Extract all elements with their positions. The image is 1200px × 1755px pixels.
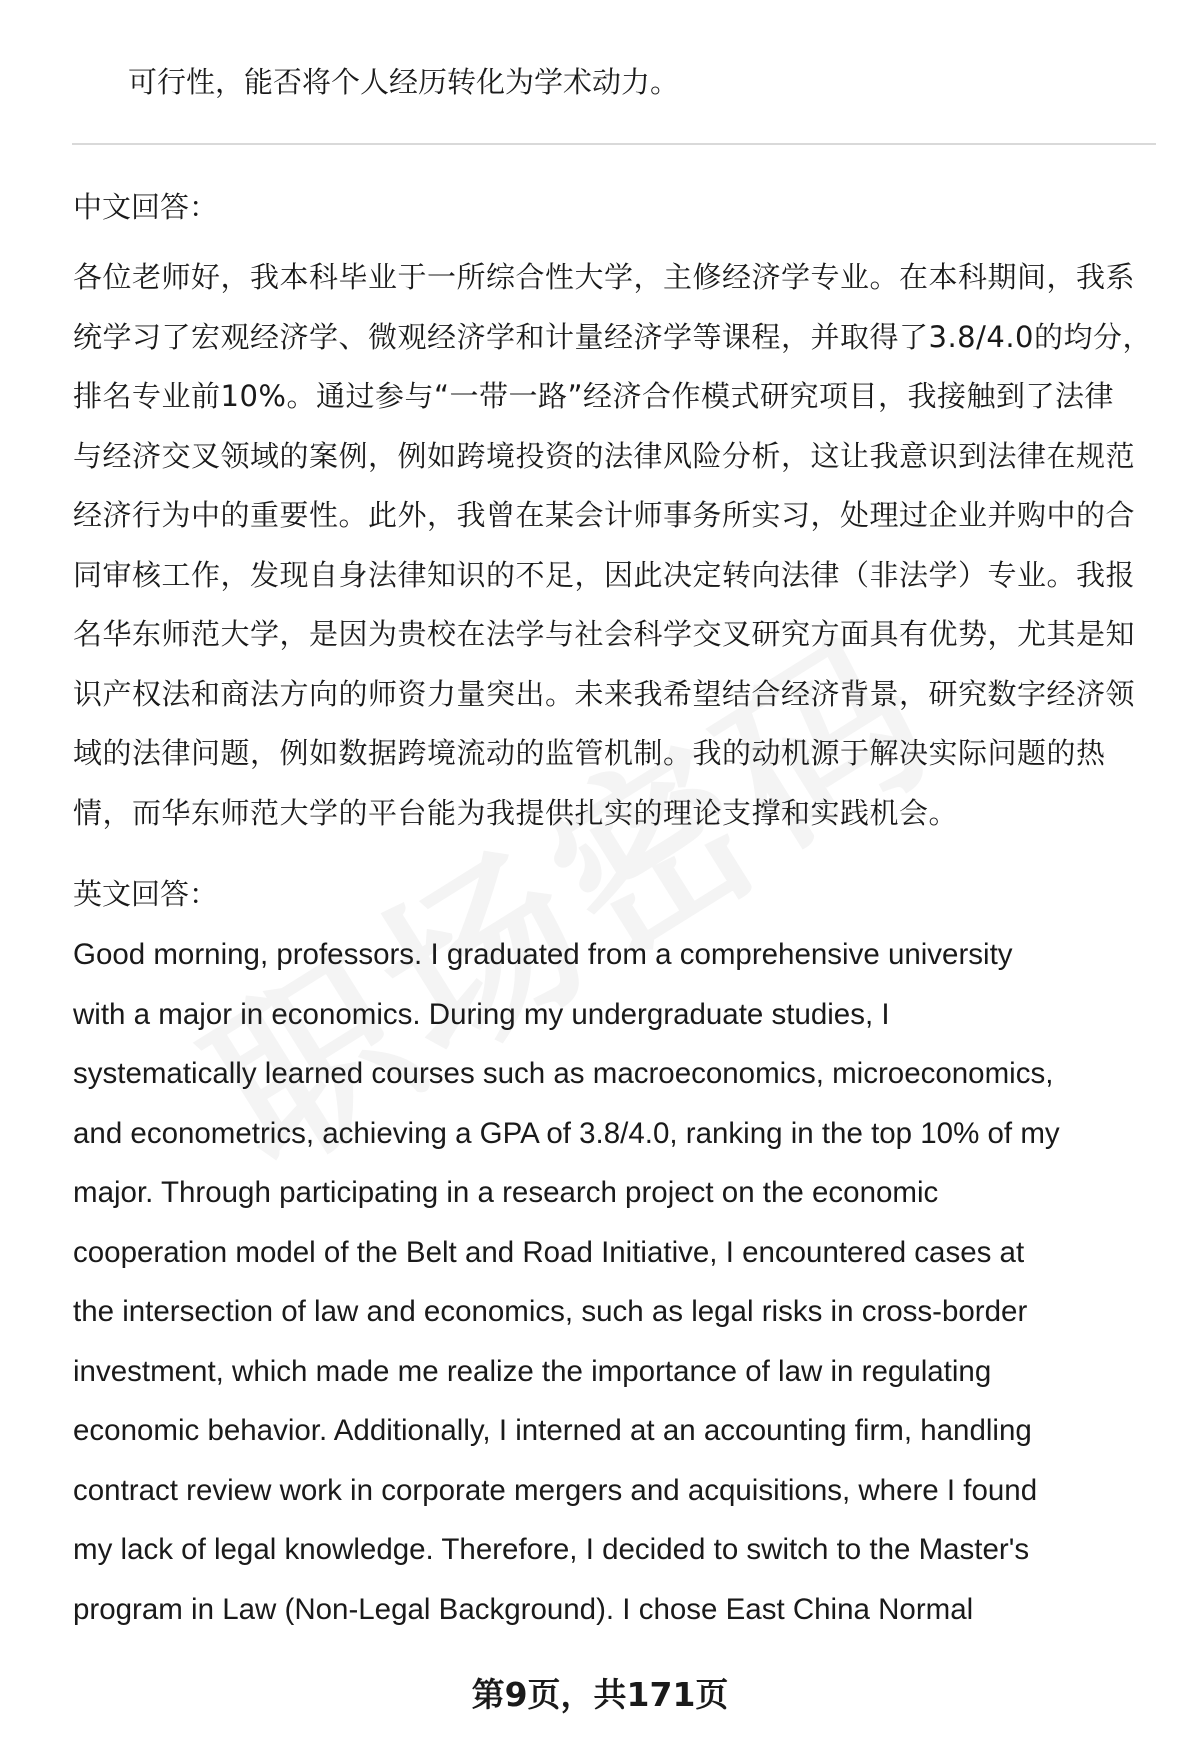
english-answer-line: systematically learned courses such as macroeconomics, microeconomics, — [73, 1057, 1054, 1090]
chinese-answer-line: 域的法律问题，例如数据跨境流动的监管机制。我的动机源于解决实际问题的热 — [73, 736, 1106, 770]
english-answer-line: program in Law (Non-Legal Background). I chose East China Normal — [73, 1592, 974, 1626]
chinese-answer-body — [73, 248, 1161, 843]
chinese-answer-line: 各位老师好，我本科毕业于一所综合性大学，主修经济学专业。在本科期间，我系 — [73, 260, 1136, 294]
english-answer-body — [73, 925, 1161, 1639]
english-answer-line: and econometrics, achieving a GPA of 3.8/4.0, ranking in the top 10% of my — [73, 1116, 1060, 1150]
chinese-answer-line: 经济行为中的重要性。此外，我曾在某会计师事务所实习，处理过企业并购中的合 — [73, 498, 1136, 532]
continuation-line: 可行性，能否将个人经历转化为学术动力。 — [128, 65, 680, 99]
chinese-answer-line: 识产权法和商法方向的师资力量突出。未来我希望结合经济背景，研究数字经济领 — [73, 676, 1136, 711]
chinese-answer-line: 名华东师范大学，是因为贵校在法学与社会科学交叉研究方面具有优势，尤其是知 — [73, 617, 1136, 651]
english-answer-line: contract review work in corporate mergers and acquisitions, where I found — [73, 1473, 1038, 1507]
english-answer-line: economic behavior. Additionally, I interned at an accounting firm, handling — [73, 1414, 1032, 1447]
chinese-answer-line: 同审核工作，发现自身法律知识的不足，因此决定转向法律（非法学）专业。我报 — [73, 557, 1136, 592]
english-answer-label: 英文回答： — [73, 877, 219, 911]
english-answer-line: cooperation model of the Belt and Road Initiative, I encountered cases at — [73, 1235, 1025, 1269]
section-divider — [72, 143, 1156, 145]
english-answer-line: major. Through participating in a research project on the economic — [73, 1176, 939, 1209]
chinese-answer-line: 与经济交叉领域的案例，例如跨境投资的法律风险分析，这让我意识到法律在规范 — [73, 438, 1136, 473]
english-answer-line: my lack of legal knowledge. Therefore, I decided to switch to the Master's — [73, 1533, 1030, 1566]
english-answer-line: the intersection of law and economics, such as legal risks in cross-border — [73, 1295, 1028, 1328]
chinese-answer-line: 排名专业前10%。通过参与“一带一路”经济合作模式研究项目，我接触到了法律 — [73, 379, 1115, 413]
chinese-answer-label: 中文回答： — [73, 190, 219, 224]
chinese-answer-line: 情，而华东师范大学的平台能为我提供扎实的理论支撑和实践机会。 — [73, 795, 959, 830]
english-answer-line: with a major in economics. During my undergraduate studies, I — [73, 997, 890, 1031]
page-number-footer: 第9页，共171页 — [471, 1675, 729, 1714]
english-answer-line: Good morning, professors. I graduated from a comprehensive university — [73, 938, 1013, 971]
english-answer-line: investment, which made me realize the importance of law in regulating — [73, 1354, 992, 1388]
chinese-answer-line: 统学习了宏观经济学、微观经济学和计量经济学等课程，并取得了3.8/4.0的均分， — [73, 319, 1153, 354]
